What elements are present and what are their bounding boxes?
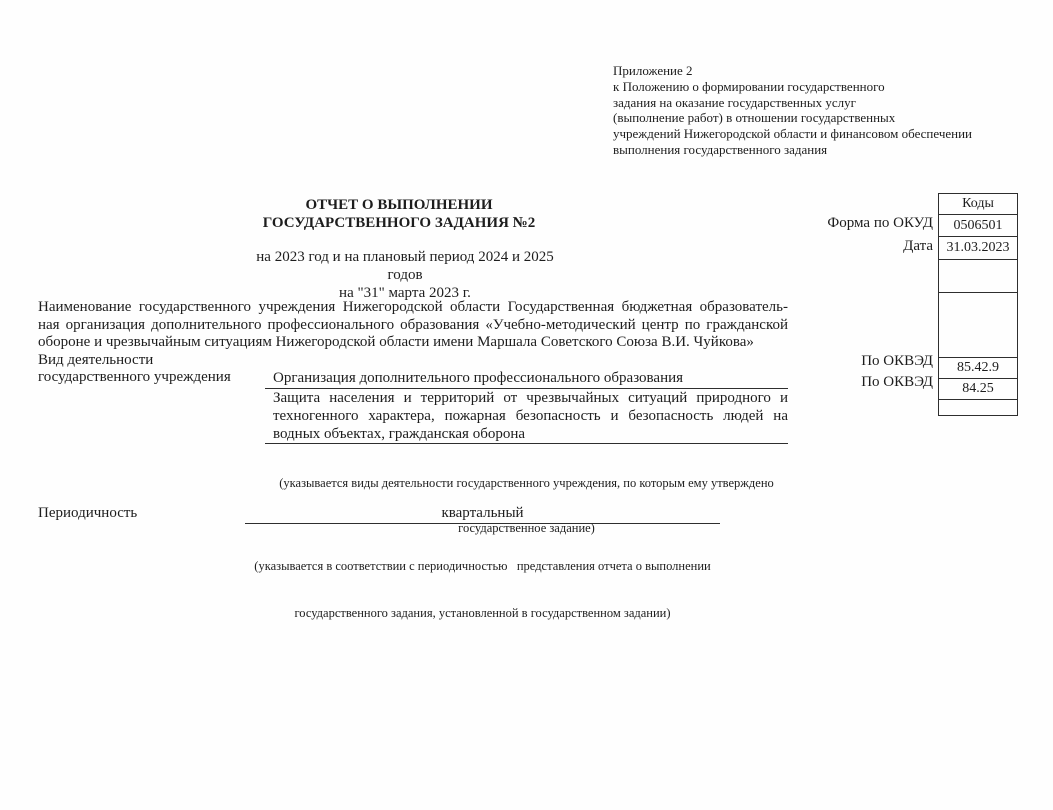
institution-name-line: обороне и чрезвычайным ситуациям Нижегородской области имени Маршала Советского Союза В.И. Чуйкова» — [38, 334, 754, 350]
annotation-line: Приложение 2 — [613, 63, 693, 78]
okud-form-label: Форма по ОКУД — [827, 215, 933, 231]
report-period-years: на 2023 год и на плановый период 2024 и 2025 годов — [256, 249, 554, 283]
okved-label-1: По ОКВЭД — [861, 353, 933, 369]
codes-table-cell-empty — [939, 259, 1017, 292]
institution-name-line: ная организация дополнительного профессионального образования «Учебно-методический центр по гражданской — [38, 316, 788, 333]
codes-table-cell-empty — [939, 292, 1017, 357]
activity-type-label-line2: государственного учреждения — [38, 369, 231, 385]
report-period — [238, 248, 572, 302]
periodicity-value-field: квартальный — [245, 504, 720, 524]
activity-value-line: Защита населения и территорий от чрезвычайных ситуаций природного и — [273, 390, 788, 406]
activity-value-line: техногенного характера, пожарная безопасность и безопасность людей на — [273, 408, 788, 424]
page-title-line1: ОТЧЕТ О ВЫПОЛНЕНИИ — [305, 197, 493, 213]
periodicity-caption — [245, 528, 720, 637]
activity-value-lines — [265, 389, 788, 443]
activity-value-line: водных объектах, гражданская оборона — [273, 426, 526, 442]
page-title-line2: ГОСУДАРСТВЕННОГО ЗАДАНИЯ №2 — [262, 215, 536, 231]
annotation-line: учреждений Нижегородской области и финансовом обеспечении — [613, 126, 973, 142]
codes-table-cell-okved1: 85.42.9 — [939, 357, 1017, 378]
codes-table-header: Коды — [962, 196, 994, 211]
institution-name-line: Наименование государственного учреждения Нижегородской области Государственная бюджетная образователь- — [38, 299, 788, 315]
annotation-line: выполнения государственного задания — [613, 141, 828, 157]
periodicity-label: Периодичность — [38, 505, 138, 521]
annotation-line: (выполнение работ) в отношении государственных — [613, 110, 896, 126]
activity-field — [265, 368, 788, 444]
codes-table-cell-okud: 0506501 — [939, 214, 1017, 236]
annotation-line: задания на оказание государственных услуг — [613, 94, 856, 110]
okved-label-2: По ОКВЭД — [861, 374, 933, 390]
activity-value-line1: Организация дополнительного профессионального образования — [265, 368, 788, 389]
annotation-line: к Положению о формировании государственного — [613, 78, 885, 94]
codes-table — [938, 193, 1018, 416]
periodicity-caption-line: государственного задания, установленной в государственном задании) — [294, 605, 671, 620]
activity-caption-line: (указывается виды деятельности государственного учреждения, по которым ему утверждено — [279, 476, 774, 490]
periodicity-caption-line: (указывается в соответствии с периодичностью представления отчета о выполнении — [254, 559, 711, 573]
report-period-date: на "31" марта 2023 г. — [339, 285, 471, 301]
date-label: Дата — [903, 238, 933, 254]
activity-caption-line: государственное задание) — [458, 521, 595, 535]
activity-type-label-line1: Вид деятельности — [38, 351, 154, 368]
codes-table-cell-empty — [939, 399, 1017, 415]
codes-table-cell-okved2: 84.25 — [939, 378, 1017, 399]
codes-table-cell-date: 31.03.2023 — [939, 236, 1017, 259]
page-title — [238, 196, 560, 232]
appendix-annotation — [613, 63, 1013, 158]
